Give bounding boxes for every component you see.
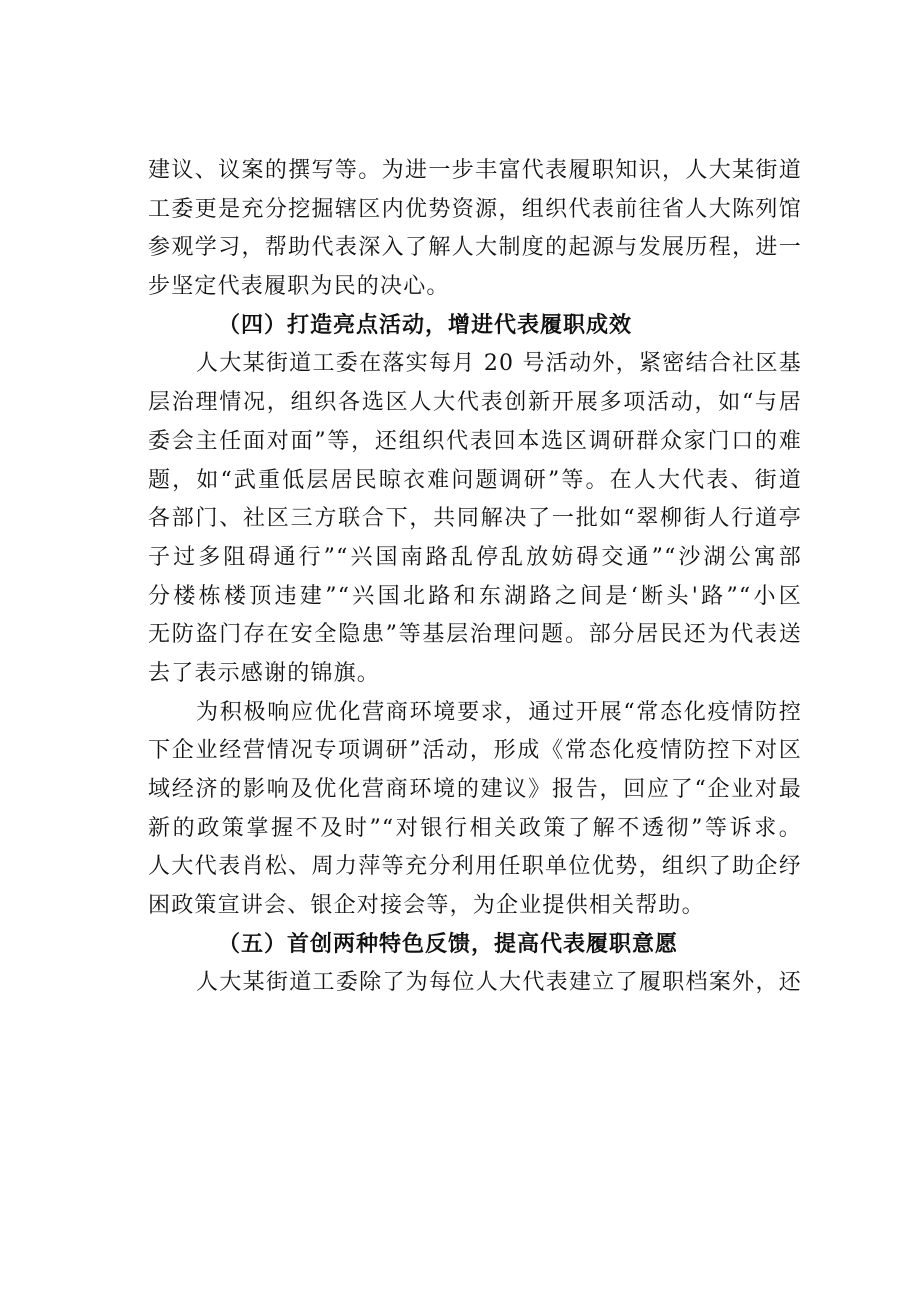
- paragraph-line: 域经济的影响及优化营商环境的建议》报告，回应了“企业对最: [148, 777, 802, 802]
- paragraph-line: 人大某街道工委在落实每月 20 号活动外，紧密结合社区基: [196, 351, 802, 377]
- paragraph-line: 步坚定代表履职为民的决心。: [148, 274, 450, 300]
- section-heading-5: （五）首创两种特色反馈，提高代表履职意愿: [218, 931, 679, 957]
- paragraph-3: [148, 694, 802, 926]
- paragraph-line: 各部门、社区三方联合下，共同解决了一批如“翠柳街人行道亭: [148, 506, 802, 532]
- paragraph-line: 困政策宣讲会、银企对接会等，为企业提供相关帮助。: [148, 893, 705, 919]
- paragraph-4: [148, 964, 802, 1003]
- paragraph-line: 工委更是充分挖掘辖区内优势资源，组织代表前往省人大陈列馆: [148, 196, 802, 222]
- paragraph-line: 人大代表肖松、周力萍等充分利用任职单位优势，组织了助企纾: [148, 854, 802, 880]
- document-page: [148, 152, 802, 1003]
- paragraph-line: 参观学习，帮助代表深入了解人大制度的起源与发展历程，进一: [148, 235, 802, 261]
- paragraph-line: 人大某街道工委除了为每位人大代表建立了履职档案外，还: [196, 970, 802, 996]
- paragraph-line: 为积极响应优化营商环境要求，通过开展“常态化疫情防控: [196, 699, 802, 725]
- paragraph-line: 新的政策掌握不及时”“对银行相关政策了解不透彻”等诉求。: [148, 815, 802, 841]
- paragraph-line: 层治理情况，组织各选区人大代表创新开展多项活动，如“与居: [148, 390, 802, 416]
- paragraph-line: 无防盗门存在安全隐患”等基层治理问题。部分居民还为代表送: [148, 622, 802, 648]
- paragraph-line: 委会主任面对面”等，还组织代表回本选区调研群众家门口的难: [148, 428, 802, 454]
- paragraph-1: [148, 152, 802, 307]
- paragraph-line: 子过多阻碍通行”“兴国南路乱停乱放妨碍交通”“沙湖公寓部: [148, 544, 802, 570]
- section-heading-4: （四）打造亮点活动，增进代表履职成效: [218, 312, 633, 338]
- paragraph-line: 分楼栋楼顶违建”“兴国北路和东湖路之间是‘断头'路”“小区: [148, 583, 802, 609]
- paragraph-2: [148, 345, 802, 693]
- paragraph-line: 下企业经营情况专项调研”活动，形成《常态化疫情防控下对区: [148, 738, 802, 764]
- paragraph-line: 去了表示感谢的锦旗。: [148, 660, 381, 686]
- paragraph-line: 建议、议案的撰写等。为进一步丰富代表履职知识，人大某街道: [148, 158, 802, 183]
- paragraph-line: 题，如“武重低层居民晾衣难问题调研”等。在人大代表、街道: [148, 467, 802, 493]
